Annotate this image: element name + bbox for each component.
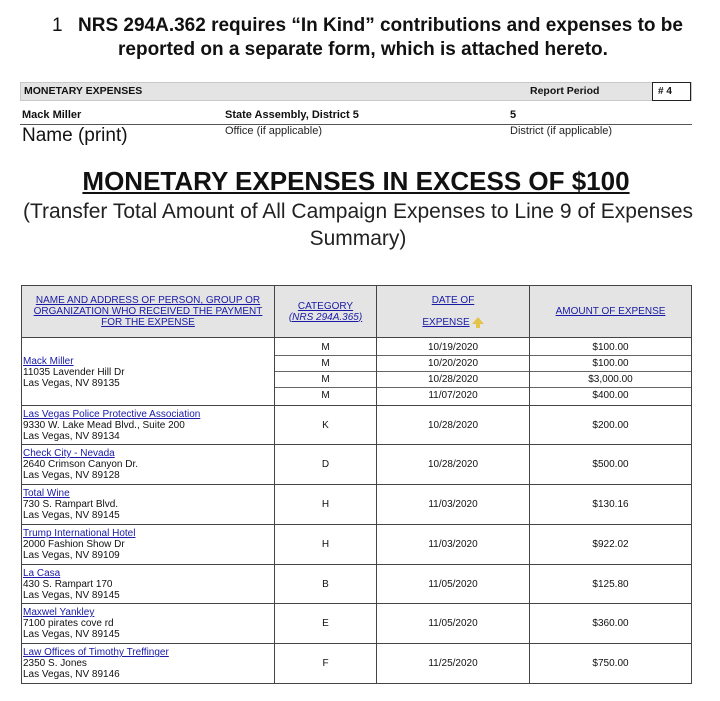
table-row — [22, 406, 692, 445]
date-value: 10/20/2020 — [377, 356, 529, 372]
notice-number: 1 — [52, 15, 63, 36]
amount-cell — [530, 340, 692, 406]
payee-address-line2: Las Vegas, NV 89145 — [23, 629, 120, 640]
amount-value: $750.00 — [530, 644, 692, 684]
signature-line — [20, 124, 692, 125]
amount-value: $3,000.00 — [530, 372, 691, 388]
payee-cell — [22, 644, 275, 684]
header-name-address[interactable]: NAME AND ADDRESS OF PERSON, GROUP OR ORGANIZATION WHO RECEIVED THE PAYMENT FOR THE EXPENSE — [22, 286, 275, 338]
table-row — [22, 340, 692, 406]
payee-cell — [22, 485, 275, 525]
category-value: M — [275, 340, 376, 356]
amount-value: $500.00 — [530, 445, 692, 485]
payee-address-line1: 11035 Lavender Hill Dr — [23, 366, 125, 378]
office-field[interactable]: State Assembly, District 5 — [225, 109, 359, 121]
report-period-field[interactable]: # 4 — [652, 82, 691, 101]
header-date[interactable] — [377, 286, 530, 338]
payee-address-line1: 430 S. Rampart 170 — [23, 578, 113, 590]
table-row — [22, 644, 692, 684]
amount-value: $400.00 — [592, 390, 629, 402]
category-value: H — [275, 525, 377, 565]
header-category-sub: (NRS 294A.365) — [288, 311, 363, 323]
amount-value: $125.80 — [530, 565, 692, 604]
date-value: 11/05/2020 — [377, 565, 530, 604]
payee-address-line2: Las Vegas, NV 89135 — [23, 377, 120, 389]
payee-address-line1: 7100 pirates cove rd — [23, 618, 114, 629]
payee-cell — [22, 525, 275, 565]
category-value: D — [275, 445, 377, 485]
table-row — [22, 485, 692, 525]
table-row — [22, 525, 692, 565]
payee-link[interactable]: Check City - Nevada — [23, 448, 115, 459]
table-row — [22, 604, 692, 644]
header-amount[interactable]: AMOUNT OF EXPENSE — [530, 286, 692, 338]
category-value: H — [275, 485, 377, 525]
payee-cell — [22, 406, 275, 445]
category-value: F — [275, 644, 377, 684]
payee-cell — [22, 604, 275, 644]
payee-address-line2: Las Vegas, NV 89146 — [23, 669, 120, 680]
category-value: M — [275, 372, 376, 388]
payee-link[interactable]: Trump International Hotel — [23, 528, 136, 539]
amount-value: $100.00 — [530, 356, 691, 372]
amount-value: $130.16 — [530, 485, 692, 525]
amount-value: $200.00 — [530, 406, 692, 445]
payee-address-line2: Las Vegas, NV 89128 — [23, 470, 120, 481]
payee-cell — [22, 340, 275, 406]
category-value: M — [275, 356, 376, 372]
amount-value: $100.00 — [530, 340, 691, 356]
header-date-label: DATE OF — [431, 295, 475, 306]
payee-link[interactable]: La Casa — [23, 567, 61, 579]
date-value: 11/07/2020 — [428, 390, 478, 402]
payee-address-line1: 2000 Fashion Show Dr — [23, 539, 125, 550]
header-category-label: CATEGORY — [297, 300, 354, 312]
payee-address-line2: Las Vegas, NV 89145 — [23, 589, 120, 601]
notice-line-1: NRS 294A.362 requires “In Kind” contributions and expenses to be — [78, 15, 683, 36]
payee-link[interactable]: Mack Miller — [23, 355, 74, 367]
payee-cell — [22, 445, 275, 485]
payee-address-line1: 2640 Crimson Canyon Dr. — [23, 459, 139, 470]
header-date-sub: EXPENSE — [422, 317, 470, 328]
date-value: 10/28/2020 — [377, 372, 529, 388]
category-value: K — [275, 406, 377, 445]
district-field[interactable]: 5 — [510, 109, 517, 121]
payee-address-line2: Las Vegas, NV 89109 — [23, 550, 120, 561]
expenses-table — [21, 285, 692, 684]
table-header-row — [22, 286, 692, 338]
date-value: 10/19/2020 — [377, 340, 529, 356]
page-subtitle: (Transfer Total Amount of All Campaign Expenses to Line 9 of Expenses Summary) — [22, 200, 694, 250]
payee-link[interactable]: Law Offices of Timothy Treffinger — [23, 647, 169, 658]
payee-address-line1: 730 S. Rampart Blvd. — [23, 499, 119, 510]
payee-link[interactable]: Total Wine — [23, 488, 70, 499]
amount-value: $922.02 — [530, 525, 692, 565]
category-value: E — [275, 604, 377, 644]
payee-address-line2: Las Vegas, NV 89134 — [23, 430, 120, 442]
payee-address-line2: Las Vegas, NV 89145 — [23, 510, 120, 521]
date-value: 11/05/2020 — [377, 604, 530, 644]
header-category[interactable] — [275, 286, 377, 338]
category-value: M — [321, 390, 330, 402]
date-value: 11/03/2020 — [377, 485, 530, 525]
payee-address-line1: 2350 S. Jones — [23, 658, 87, 669]
payee-link[interactable]: Las Vegas Police Protective Association — [23, 408, 201, 420]
office-caption: Office (if applicable) — [225, 125, 323, 137]
candidate-name-caption: Name (print) — [22, 125, 128, 146]
notice-line-2: reported on a separate form, which is attached hereto. — [118, 39, 608, 60]
amount-value: $360.00 — [530, 604, 692, 644]
date-value: 10/28/2020 — [377, 445, 530, 485]
payee-link[interactable]: Maxwel Yankley — [23, 607, 95, 618]
report-period-label: Report Period — [530, 85, 600, 97]
date-cell — [377, 340, 530, 406]
candidate-name-field[interactable]: Mack Miller — [22, 109, 82, 121]
payee-address-line1: 9330 W. Lake Mead Blvd., Suite 200 — [23, 419, 185, 431]
category-cell — [275, 340, 377, 406]
category-value: B — [275, 565, 377, 604]
district-caption: District (if applicable) — [510, 125, 613, 137]
payee-cell — [22, 565, 275, 604]
date-value: 11/25/2020 — [377, 644, 530, 684]
page-title: MONETARY EXPENSES IN EXCESS OF $100 — [82, 166, 630, 196]
date-value: 11/03/2020 — [377, 525, 530, 565]
table-row — [22, 445, 692, 485]
sort-up-arrow-icon[interactable] — [472, 317, 484, 324]
section-label: MONETARY EXPENSES — [24, 85, 143, 97]
date-value: 10/28/2020 — [377, 406, 530, 445]
table-row — [22, 565, 692, 604]
